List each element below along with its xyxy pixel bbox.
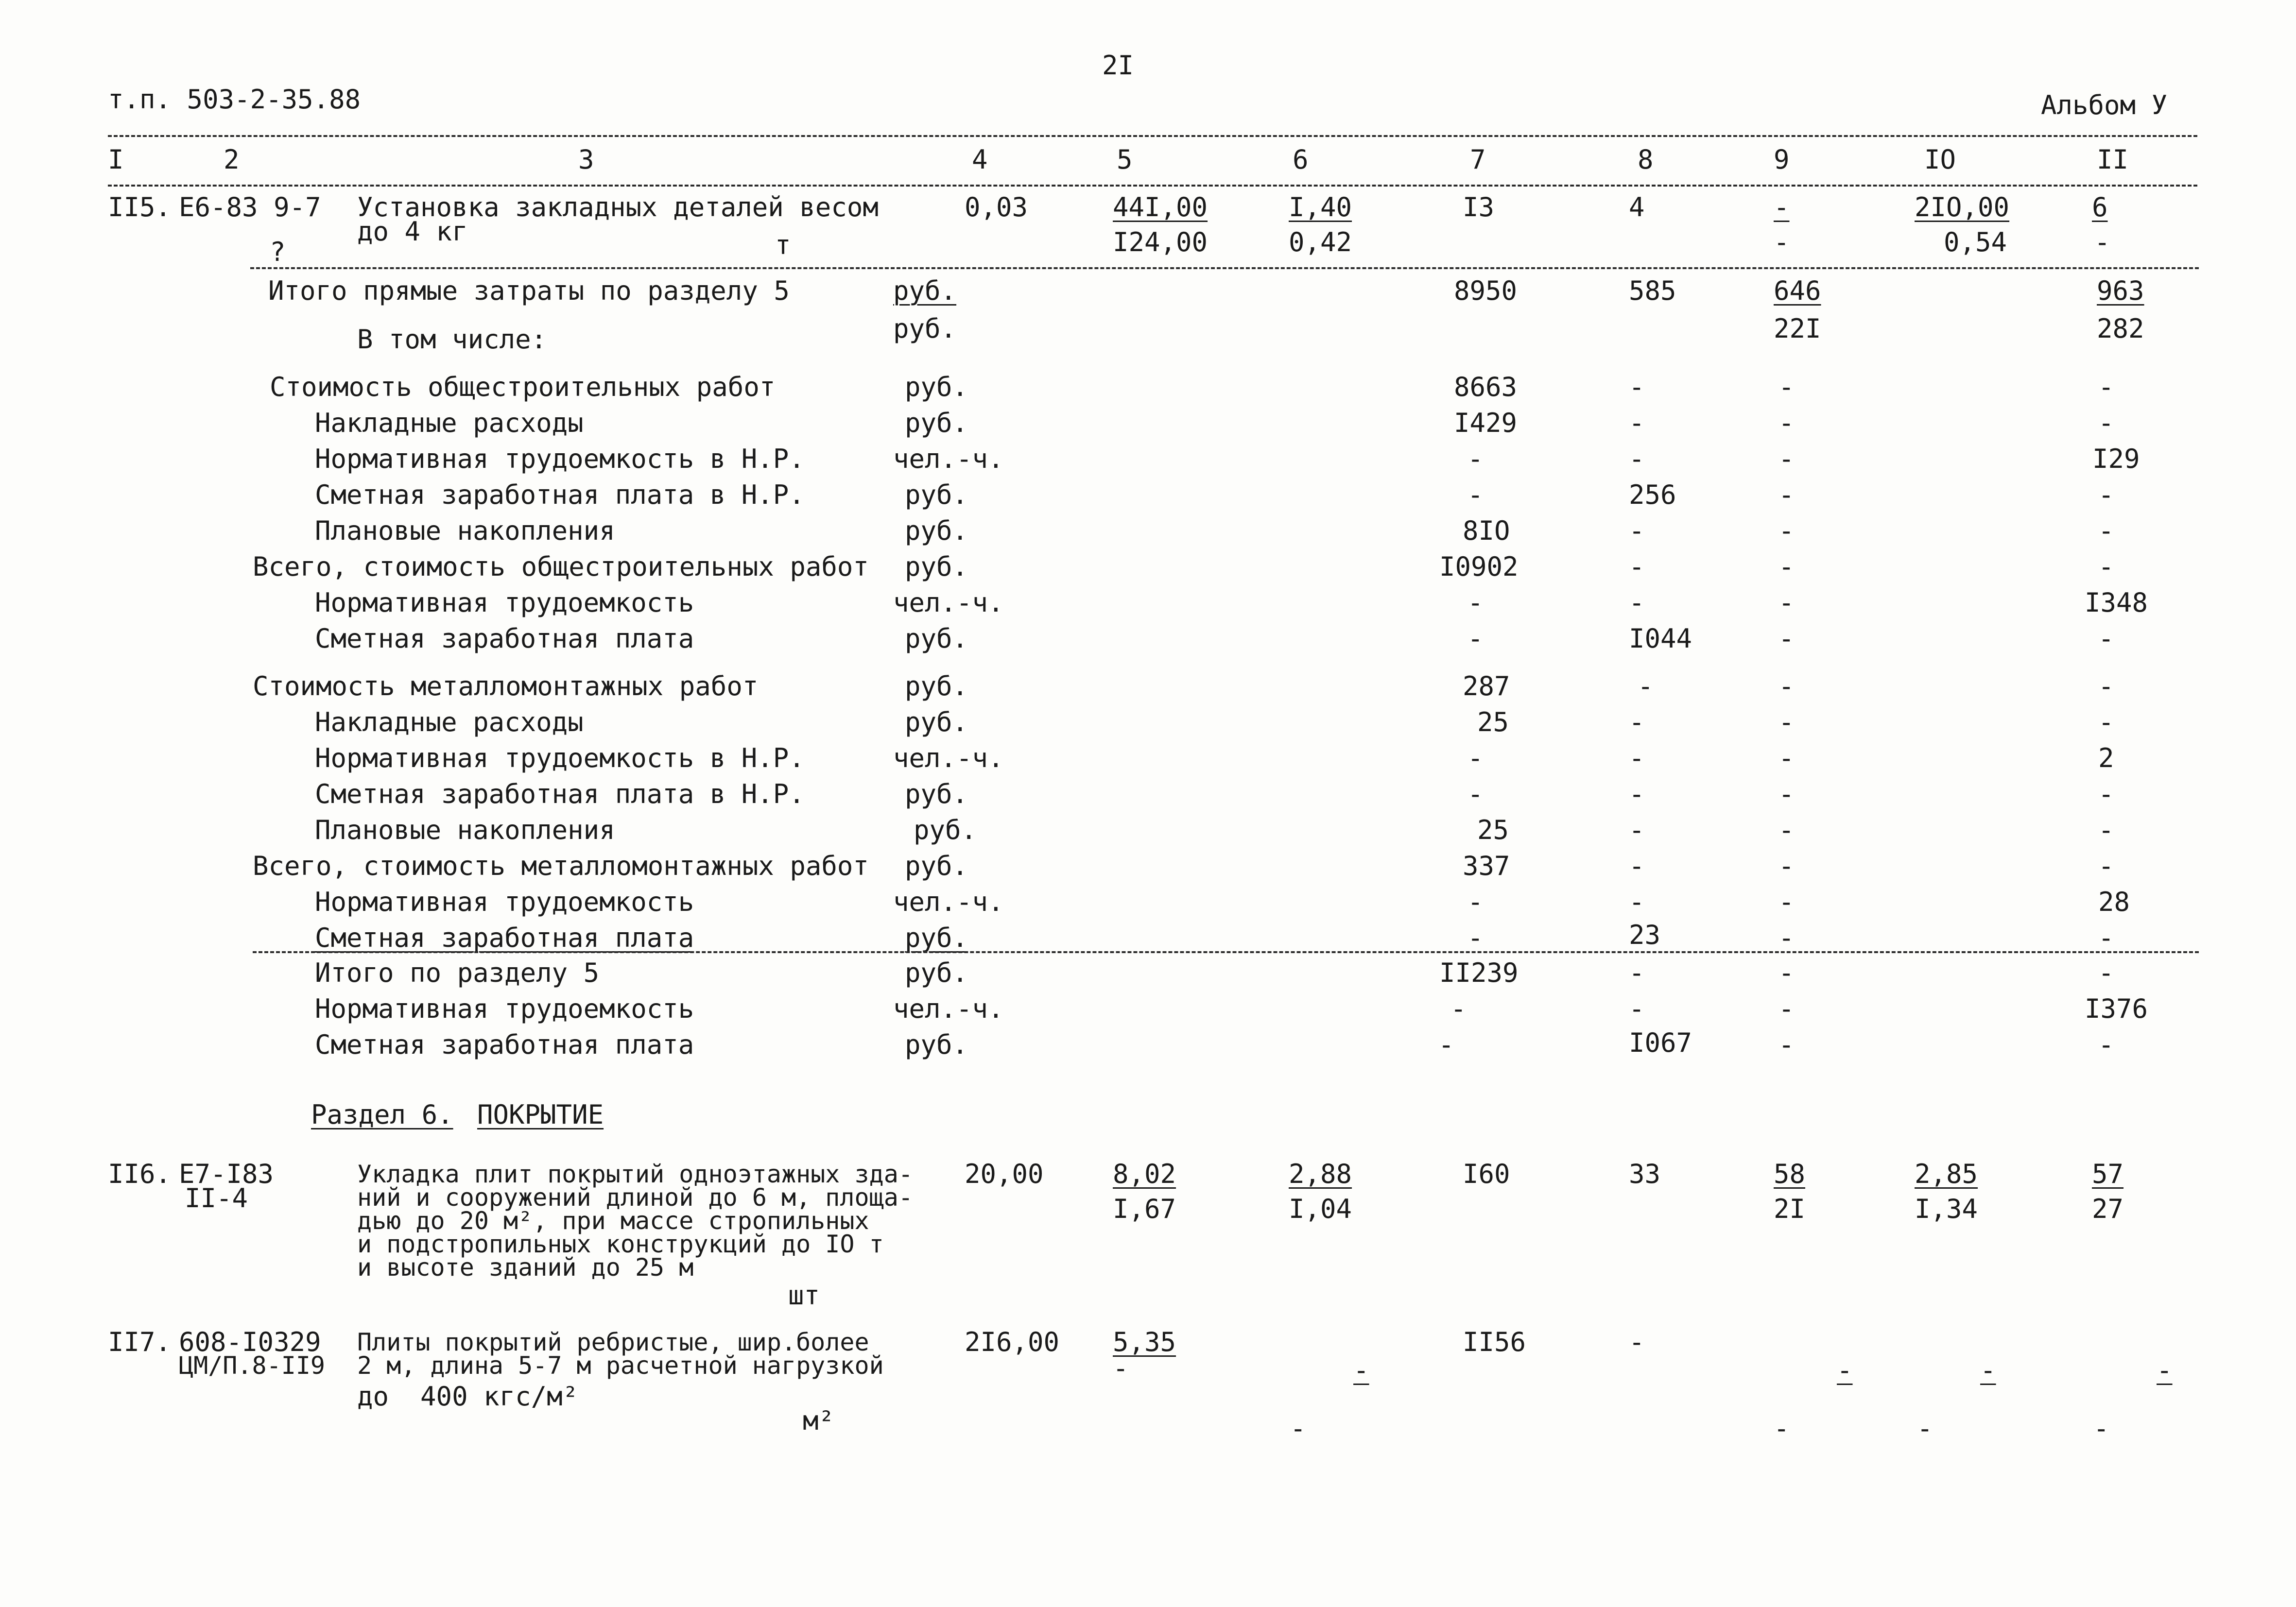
- machine-cost: I,40: [1289, 192, 1352, 222]
- summary-unit: руб.: [905, 515, 968, 546]
- labour-machine-value: -: [1917, 1413, 1933, 1444]
- section-name: ПОКРЫТИЕ: [477, 1099, 604, 1130]
- labour-total: 6: [2092, 192, 2108, 222]
- total-wage: 4: [1629, 192, 1645, 222]
- work-description: Установка закладных деталей весом: [357, 192, 879, 222]
- summary-col8: -: [1629, 815, 1645, 845]
- summary-col8: -: [1629, 851, 1645, 881]
- rate-code: ЦМ/П.8-II9: [179, 1351, 326, 1380]
- column-header: 9: [1774, 144, 1790, 175]
- labour-total: 57: [2092, 1159, 2124, 1189]
- unit-cost: 44I,00: [1113, 192, 1208, 222]
- row-115-rule: [250, 267, 2199, 269]
- work-description: и подстропильных конструкций до IO т: [357, 1230, 884, 1258]
- summary-unit: руб.: [905, 479, 968, 510]
- summary-unit: чел.-ч.: [893, 887, 1004, 917]
- total-cost: I60: [1463, 1159, 1510, 1189]
- summary-col7: -: [1467, 623, 1484, 654]
- summary-label: Нормативная трудоемкость: [315, 887, 694, 917]
- summary-col9: -: [1778, 923, 1795, 953]
- summary-col7: 8IO: [1463, 515, 1510, 546]
- operation-wage: -: [1774, 227, 1790, 257]
- unit-of-measure: м²: [803, 1405, 835, 1436]
- quantity: 0,03: [965, 192, 1028, 222]
- summary-col8: -: [1629, 993, 1645, 1024]
- summary-unit: руб.: [905, 408, 968, 438]
- summary-unit: руб.: [905, 851, 968, 881]
- summary-col9: -: [1778, 444, 1795, 474]
- work-description: и высоте зданий до 25 м: [357, 1253, 694, 1282]
- summary-label: Стоимость металломонтажных работ: [253, 671, 759, 701]
- page-number: 2I: [1102, 50, 1134, 81]
- work-description: Укладка плит покрытий одноэтажных зда-: [357, 1160, 913, 1188]
- summary-col8: -: [1629, 743, 1645, 773]
- summary-col8: -: [1629, 444, 1645, 474]
- summary-col9: -: [1778, 515, 1795, 546]
- summary-unit: чел.-ч.: [893, 587, 1004, 618]
- unit-of-measure: шт: [788, 1280, 820, 1311]
- row-number: II6.: [108, 1159, 172, 1189]
- document-reference: т.п. 503-2-35.88: [108, 84, 361, 115]
- summary-unit: руб.: [905, 551, 968, 582]
- summary-unit: руб.: [893, 275, 957, 306]
- summary-col8: I067: [1629, 1027, 1692, 1058]
- summary-col7: -: [1467, 587, 1484, 618]
- labour-machine: 0,54: [1944, 227, 2007, 257]
- summary-col8: -: [1629, 707, 1645, 737]
- labour-machine: I,34: [1915, 1194, 1978, 1224]
- summary-col9: -: [1778, 479, 1795, 510]
- summary-col9: -: [1778, 815, 1795, 845]
- summary-col7: -: [1467, 743, 1484, 773]
- summary-col11: 282: [2097, 313, 2144, 344]
- machine-cost: 2,88: [1289, 1159, 1352, 1189]
- summary-col7: 25: [1477, 707, 1509, 737]
- summary-col11: I348: [2085, 587, 2148, 618]
- summary-label: Всего, стоимость общестроительных работ: [253, 551, 869, 582]
- summary-col9: -: [1778, 372, 1795, 402]
- summary-col8: -: [1629, 957, 1645, 988]
- summary-unit: руб.: [905, 623, 968, 654]
- operation-cost-value: -: [1837, 1355, 1853, 1385]
- operation-wage-value: -: [1774, 1413, 1790, 1444]
- summary-unit: руб.: [893, 313, 957, 344]
- summary-label: Плановые накопления: [315, 515, 615, 546]
- summary-col7: 337: [1463, 851, 1510, 881]
- column-header: 6: [1293, 144, 1309, 175]
- unit-of-measure: т: [775, 230, 791, 260]
- summary-label: Сметная заработная плата в Н.Р.: [315, 779, 805, 809]
- header-bottom-rule: [108, 185, 2197, 187]
- summary-col11: I376: [2085, 993, 2148, 1024]
- summary-label: Нормативная трудоемкость в Н.Р.: [315, 743, 805, 773]
- total-wage: -: [1629, 1327, 1645, 1357]
- summary-col7: 25: [1477, 815, 1509, 845]
- summary-unit: чел.-ч.: [893, 444, 1004, 474]
- summary-col8: -: [1629, 515, 1645, 546]
- column-header: II: [2097, 144, 2129, 175]
- summary-col7: -: [1467, 779, 1484, 809]
- summary-unit: руб.: [905, 1029, 968, 1060]
- summary-col9: -: [1778, 551, 1795, 582]
- summary-col9: -: [1778, 743, 1795, 773]
- summary-col7: I0902: [1439, 551, 1519, 582]
- summary-col8: -: [1629, 779, 1645, 809]
- summary-col11: -: [2098, 815, 2114, 845]
- machine-cost: [1290, 1331, 1369, 1494]
- machine-wage-value: -: [1290, 1413, 1306, 1444]
- summary-unit: руб.: [905, 779, 968, 809]
- unit-cost: 8,02: [1113, 1159, 1176, 1189]
- summary-col8: -: [1638, 671, 1654, 701]
- operation-cost: -: [1774, 192, 1790, 222]
- summary-col8: 256: [1629, 479, 1676, 510]
- summary-col9: -: [1778, 887, 1795, 917]
- rate-code: 608-I0329: [179, 1327, 321, 1357]
- summary-label: Плановые накопления: [315, 815, 615, 845]
- machine-cost-value: -: [1353, 1355, 1369, 1385]
- summary-col11: 2: [2098, 743, 2114, 773]
- summary-label: Накладные расходы: [315, 408, 584, 438]
- labour-unit: 2,85: [1915, 1159, 1978, 1189]
- summary-col11: -: [2098, 372, 2114, 402]
- summary-col9: 646: [1774, 275, 1821, 306]
- operation-wage: 2I: [1774, 1194, 1806, 1224]
- rate-code: II-4: [185, 1183, 248, 1214]
- rate-code-note: ?: [270, 237, 286, 267]
- header-top-rule: [108, 135, 2197, 137]
- column-header: 5: [1117, 144, 1133, 175]
- summary-col11: -: [2098, 957, 2114, 988]
- work-description: дью до 20 м², при массе стропильных: [357, 1207, 869, 1235]
- summary-col9: -: [1778, 587, 1795, 618]
- summary-col9: -: [1778, 671, 1795, 701]
- work-description: до 4 кг: [357, 216, 468, 247]
- album-label: Альбом У: [2041, 90, 2168, 120]
- rate-code: Е6-83 9-7: [179, 192, 321, 222]
- summary-col11: -: [2098, 923, 2114, 953]
- row-number: II5.: [108, 192, 172, 222]
- summary-col7: -: [1450, 993, 1467, 1024]
- summary-col9: 22I: [1774, 313, 1821, 344]
- column-header: 8: [1638, 144, 1654, 175]
- summary-label: Сметная заработная плата: [315, 923, 694, 953]
- labour-total-value: -: [2157, 1355, 2173, 1385]
- summary-label: Итого прямые затраты по разделу 5: [268, 275, 790, 306]
- summary-unit: чел.-ч.: [893, 743, 1004, 773]
- summary-col11: -: [2098, 707, 2114, 737]
- summary-label: Нормативная трудоемкость: [315, 993, 694, 1024]
- summary-col9: -: [1778, 993, 1795, 1024]
- summary-col7: -: [1467, 923, 1484, 953]
- column-header: 2: [224, 144, 240, 175]
- quantity: 2I6,00: [965, 1327, 1060, 1357]
- total-cost: I3: [1463, 192, 1495, 222]
- column-header: 4: [972, 144, 988, 175]
- summary-col7: 8663: [1454, 372, 1518, 402]
- summary-label: Сметная заработная плата: [315, 1029, 694, 1060]
- summary-col8: 585: [1629, 275, 1676, 306]
- summary-col8: -: [1629, 587, 1645, 618]
- summary-col9: -: [1778, 1029, 1795, 1060]
- total-wage: 33: [1629, 1159, 1661, 1189]
- summary-col11: 963: [2097, 275, 2144, 306]
- summary-col11: -: [2098, 408, 2114, 438]
- summary-label: В том числе:: [357, 324, 547, 355]
- row-number: II7.: [108, 1327, 172, 1357]
- summary-col11: -: [2098, 1029, 2114, 1060]
- labour-unit: 2IO,00: [1915, 192, 2010, 222]
- labour-unit-value: -: [1980, 1355, 1996, 1385]
- summary-col11: -: [2098, 479, 2114, 510]
- column-header: IO: [1924, 144, 1956, 175]
- summary-unit: руб.: [905, 957, 968, 988]
- summary-label: Стоимость общестроительных работ: [270, 372, 776, 402]
- summary-unit: руб.: [914, 815, 977, 845]
- summary-label: Накладные расходы: [315, 707, 584, 737]
- column-header: 7: [1470, 144, 1486, 175]
- summary-col9: -: [1778, 779, 1795, 809]
- summary-col9: -: [1778, 623, 1795, 654]
- operation-cost: 58: [1774, 1159, 1806, 1189]
- summary-col7: 287: [1463, 671, 1510, 701]
- machine-wage: 0,42: [1289, 227, 1352, 257]
- summary-col11: -: [2098, 623, 2114, 654]
- labour-machine-total-value: -: [2093, 1413, 2109, 1444]
- summary-col7: -: [1467, 887, 1484, 917]
- summary-col11: -: [2098, 671, 2114, 701]
- summary-label: Нормативная трудоемкость: [315, 587, 694, 618]
- summary-col7: I429: [1454, 408, 1518, 438]
- unit-cost: 5,35: [1113, 1327, 1176, 1357]
- section-number: Раздел 6.: [311, 1099, 453, 1130]
- labour-total: [2093, 1331, 2173, 1494]
- summary-col11: 28: [2098, 887, 2130, 917]
- summary-label: Всего, стоимость металломонтажных работ: [253, 851, 869, 881]
- column-header: I: [108, 144, 124, 175]
- summary-unit: руб.: [905, 671, 968, 701]
- work-description: ний и сооружений длиной до 6 м, площа-: [357, 1183, 913, 1212]
- summary-unit: руб.: [905, 372, 968, 402]
- work-description: до 400 кгс/м²: [357, 1381, 579, 1412]
- summary-col8: -: [1629, 551, 1645, 582]
- summary-unit: руб.: [905, 707, 968, 737]
- summary-col7: -: [1467, 479, 1484, 510]
- labour-machine-total: 27: [2092, 1194, 2124, 1224]
- quantity: 20,00: [965, 1159, 1044, 1189]
- summary-unit: руб.: [905, 923, 968, 953]
- machine-wage: I,04: [1289, 1194, 1352, 1224]
- summary-col11: I29: [2092, 444, 2140, 474]
- summary-col11: -: [2098, 551, 2114, 582]
- work-description: 2 м, длина 5-7 м расчетной нагрузкой: [357, 1351, 884, 1380]
- unit-wage: -: [1113, 1353, 1129, 1384]
- unit-wage: I,67: [1113, 1194, 1176, 1224]
- section-5-total-rule: [253, 951, 2199, 953]
- summary-label: Нормативная трудоемкость в Н.Р.: [315, 444, 805, 474]
- summary-col7: II239: [1439, 957, 1519, 988]
- summary-col11: -: [2098, 515, 2114, 546]
- summary-col8: -: [1629, 408, 1645, 438]
- unit-wage: I24,00: [1113, 227, 1208, 257]
- summary-col9: -: [1778, 957, 1795, 988]
- summary-col9: -: [1778, 851, 1795, 881]
- summary-label: Сметная заработная плата в Н.Р.: [315, 479, 805, 510]
- labour-machine-total: -: [2094, 227, 2110, 257]
- summary-col9: -: [1778, 408, 1795, 438]
- summary-col8: 23: [1629, 920, 1661, 950]
- work-description: Плиты покрытий ребристые, шир.более: [357, 1328, 869, 1356]
- summary-col8: -: [1629, 372, 1645, 402]
- summary-col9: -: [1778, 707, 1795, 737]
- summary-col8: I044: [1629, 623, 1692, 654]
- summary-col11: -: [2098, 851, 2114, 881]
- summary-col11: -: [2098, 779, 2114, 809]
- summary-label: Сметная заработная плата: [315, 623, 694, 654]
- summary-col7: -: [1467, 444, 1484, 474]
- column-header: 3: [578, 144, 594, 175]
- total-cost: II56: [1463, 1327, 1526, 1357]
- summary-col8: -: [1629, 887, 1645, 917]
- summary-col7: 8950: [1454, 275, 1518, 306]
- operation-cost: [1774, 1331, 1853, 1494]
- summary-unit: чел.-ч.: [893, 993, 1004, 1024]
- summary-col7: -: [1438, 1029, 1454, 1060]
- rate-code: Е7-I83: [179, 1159, 274, 1189]
- labour-unit: [1917, 1331, 1996, 1494]
- summary-label: Итого по разделу 5: [315, 957, 600, 988]
